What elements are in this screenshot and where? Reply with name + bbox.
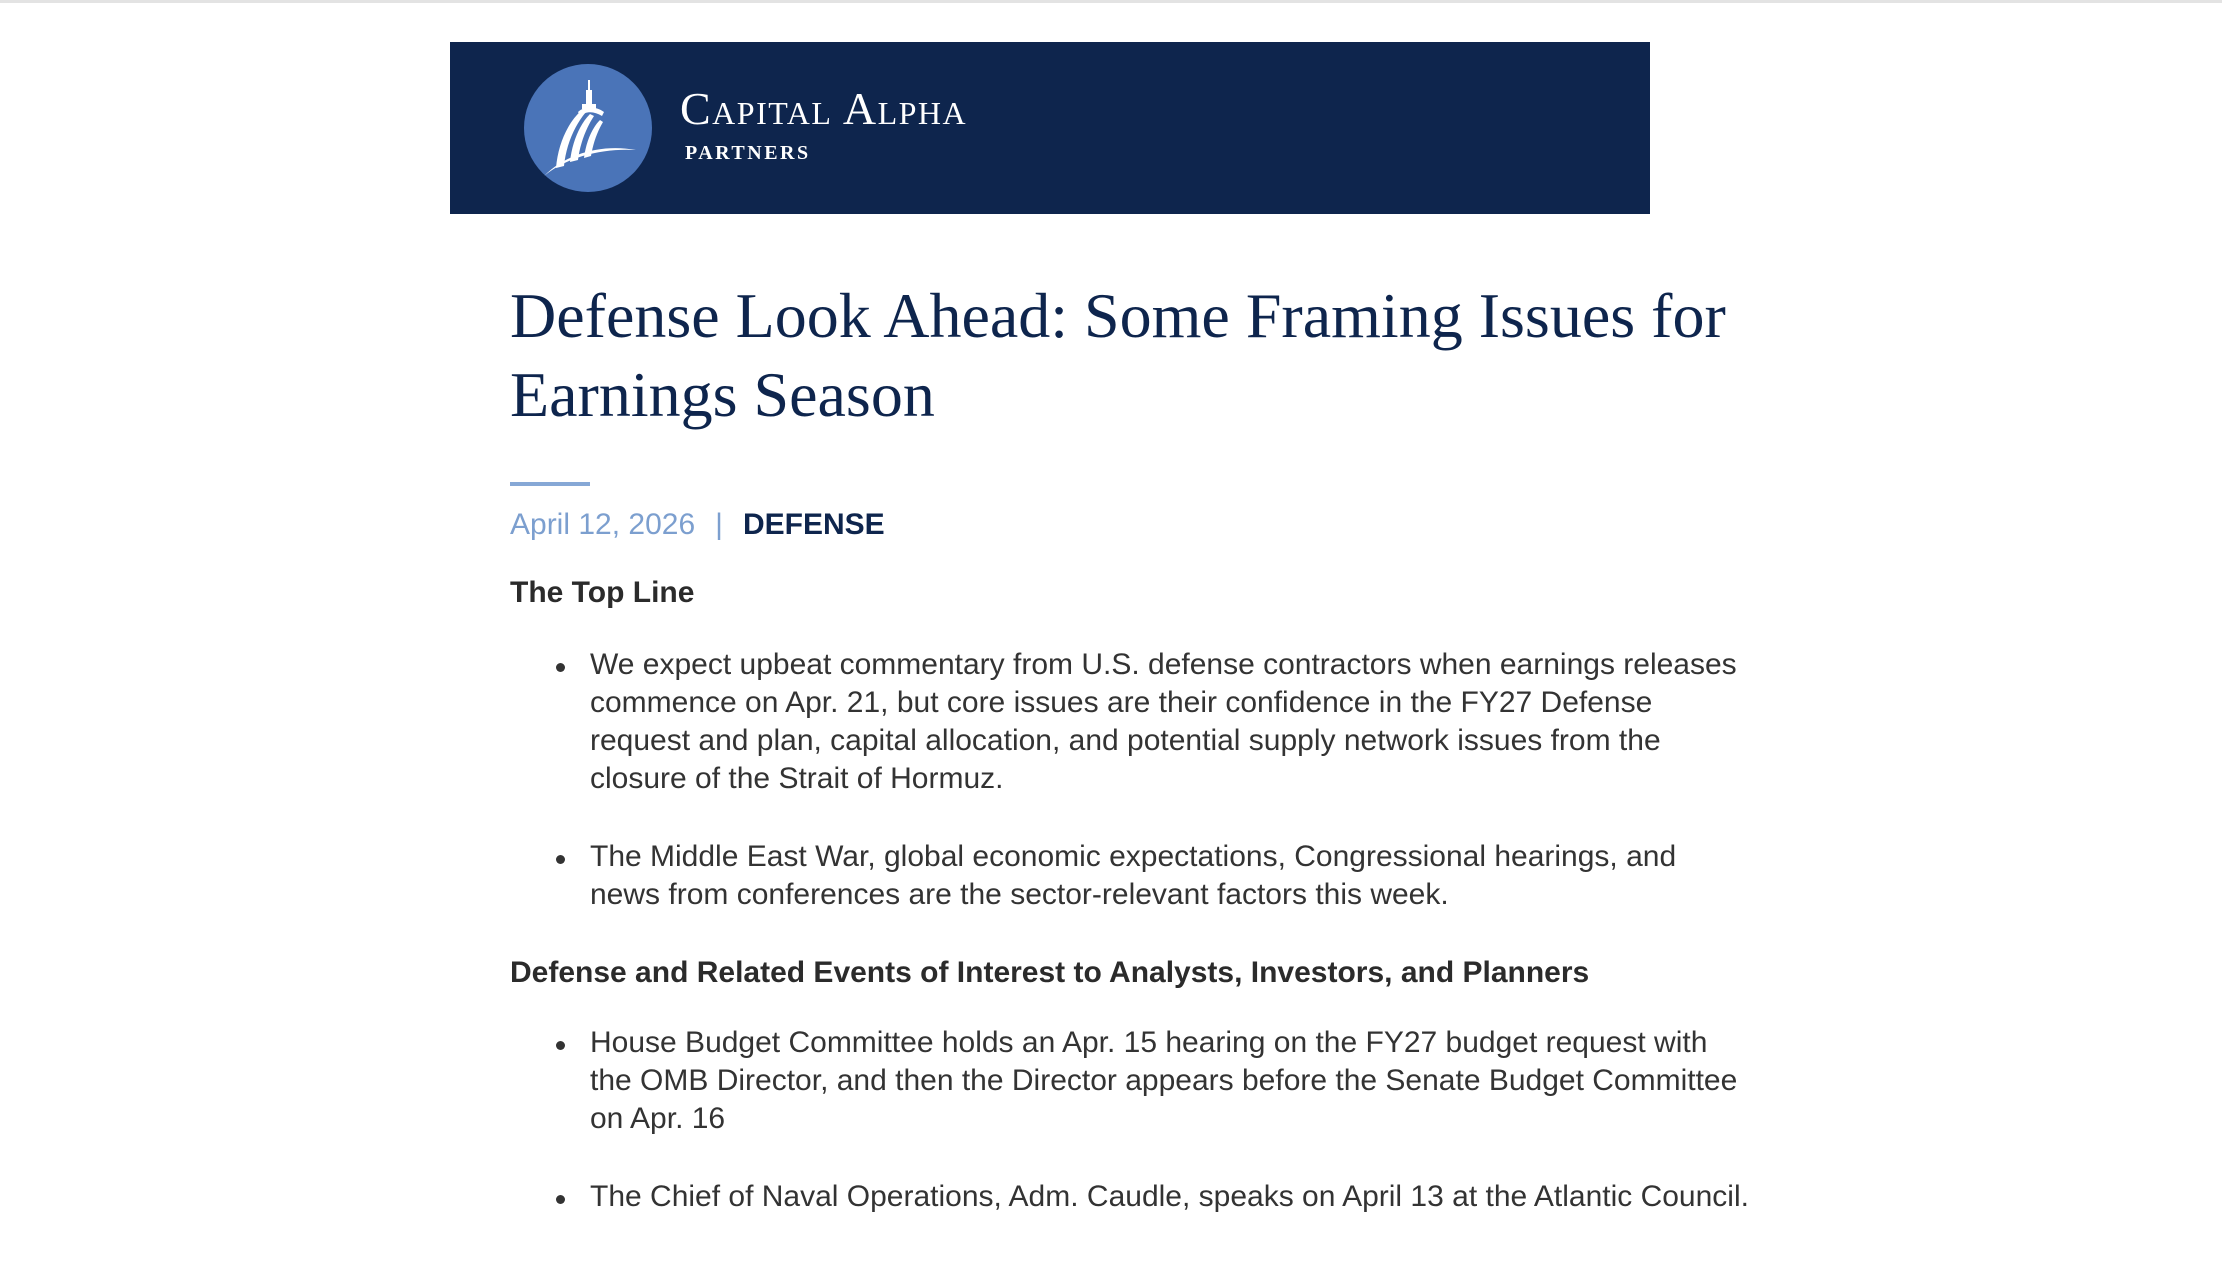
events-bullet-list [510,1024,1750,1216]
bullet-icon [556,1195,565,1204]
bullet-icon [556,663,565,672]
article-title: Defense Look Ahead: Some Framing Issues for Earnings Season [510,280,1726,430]
top-divider [0,0,2222,3]
section-heading-events: Defense and Related Events of Interest to Analysts, Investors, and Planners [510,956,1590,989]
capital-dome-logo-icon [524,64,652,192]
brand-name: Capital Alpha [680,83,968,134]
list-item [510,1024,1750,1138]
brand-banner [450,42,1650,214]
bullet-text: The Middle East War, global economic expectations, Congressional hearings, and news from conferences are the sector-relevant factors this week. [590,840,1677,911]
list-item [510,646,1750,798]
top-line-bullet-list [510,646,1750,914]
brand-subtitle: PARTNERS [685,142,811,164]
bullet-icon [556,1041,565,1050]
bullet-text: We expect upbeat commentary from U.S. defense contractors when earnings releases commence on Apr. 21, but core issues are their confidence in the FY27 Defense request and plan, capital allocation, and potential supply network issues from the closure of the Strait of Hormuz. [590,648,1737,795]
section-heading-top-line: The Top Line [510,576,695,609]
bullet-text: House Budget Committee holds an Apr. 15 hearing on the FY27 budget request with the OMB Director, and then the Director appears before the Senate Budget Committee on Apr. 16 [590,1026,1738,1135]
list-item [510,1178,1750,1216]
article-date: April 12, 2026 [510,508,696,541]
meta-separator: | [715,508,723,541]
article-meta [510,505,885,545]
bullet-text: The Chief of Naval Operations, Adm. Caudle, speaks on April 13 at the Atlantic Council. [590,1180,1749,1213]
title-accent-divider [510,482,590,486]
bullet-icon [556,855,565,864]
list-item [510,838,1750,914]
article-category: DEFENSE [742,508,885,541]
